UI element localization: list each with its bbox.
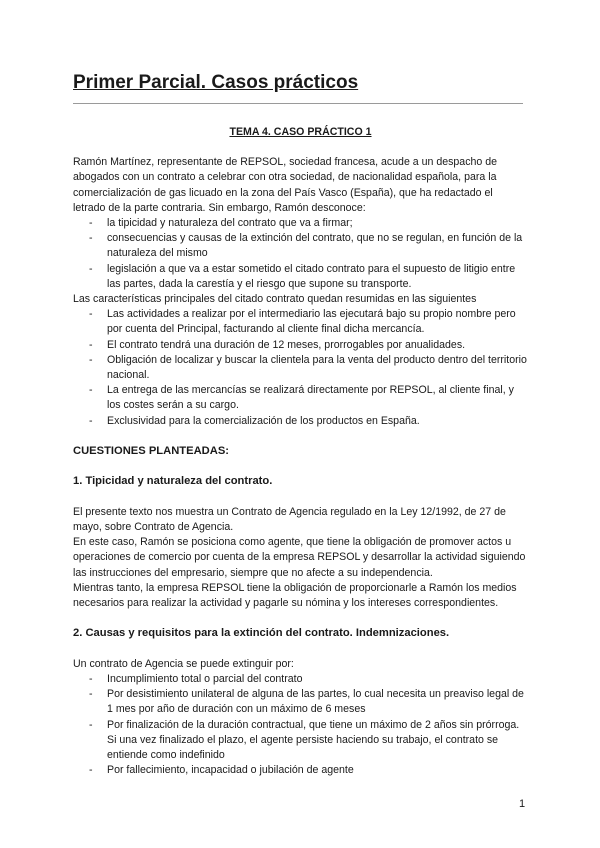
section1-paragraph: El presente texto nos muestra un Contrato de Agencia regulado en la Ley 12/1992, de 27 de mayo, sobre Contrato de Agencia. xyxy=(73,505,506,534)
list-item: - La entrega de las mercancías se realizará directamente por REPSOL, al cliente final, y los costes serán a su cargo. xyxy=(73,383,528,413)
section1-paragraph: Mientras tanto, la empresa REPSOL tiene la obligación de proporcionarle a Ramón los medios necesarios para realizar la actividad y pagarle su nómina y los intereses correspondientes. xyxy=(73,581,517,610)
questions-heading: CUESTIONES PLANTEADAS: xyxy=(73,445,230,458)
intro-paragraph: Ramón Martínez, representante de REPSOL, sociedad francesa, acude a un despacho de abogados con un contrato a celebrar con otra sociedad, de nacionalidad española, para la comercialización de gas licuado en la zona del País Vasco (España), que ha redactado el letrado de la parte contraria. Sin embargo, Ramón desconoce: xyxy=(73,156,498,214)
list-item: - Incumplimiento total o parcial del contrato xyxy=(73,672,528,687)
unknowns-list xyxy=(73,216,528,292)
case-title: TEMA 4. CASO PRÁCTICO 1 xyxy=(229,126,372,138)
section2-heading: 2. Causas y requisitos para la extinción del contrato. Indemnizaciones. xyxy=(73,627,450,640)
document-body xyxy=(73,125,528,778)
list-item: - Por finalización de la duración contractual, que tiene un máximo de 2 años sin prórroga. Si una vez finalizado el plazo, el agente persiste haciendo su trabajo, el contrato se entiende como indefinido xyxy=(73,718,528,764)
list-item: - Las actividades a realizar por el intermediario las ejecutará bajo su propio nombre pero por cuenta del Principal, facturando al cliente final dicha mercancía. xyxy=(73,307,528,337)
list-item: - la tipicidad y naturaleza del contrato que va a firmar; xyxy=(73,216,528,231)
section2-intro: Un contrato de Agencia se puede extinguir por: xyxy=(73,657,294,670)
features-intro: Las características principales del citado contrato quedan resumidas en las siguientes xyxy=(73,293,477,306)
list-item: - legislación a que va a estar sometido el citado contrato para el supuesto de litigio entre las partes, dada la carestía y el riesgo que supone su transporte. xyxy=(73,262,528,292)
causes-list xyxy=(73,672,528,778)
document-title: Primer Parcial. Casos prácticos xyxy=(73,72,359,93)
list-item: - Exclusividad para la comercialización de los productos en España. xyxy=(73,414,528,429)
list-item: - Obligación de localizar y buscar la clientela para la venta del producto dentro del territorio nacional. xyxy=(73,353,528,383)
section1-heading: 1. Tipicidad y naturaleza del contrato. xyxy=(73,475,273,488)
page-number: 1 xyxy=(519,798,526,810)
section1-paragraph: En este caso, Ramón se posiciona como agente, que tiene la obligación de promover actos u operaciones de comercio por cuenta de la empresa REPSOL y desarrollar la actividad siguiendo las instrucciones del empresario, siempre que no afecte a su independencia. xyxy=(73,536,526,579)
features-list xyxy=(73,307,528,429)
list-item: - Por fallecimiento, incapacidad o jubilación de agente xyxy=(73,763,528,778)
list-item: - Por desistimiento unilateral de alguna de las partes, lo cual necesita un preaviso legal de 1 mes por año de duración con un máximo de 6 meses xyxy=(73,687,528,717)
list-item: - consecuencias y causas de la extinción del contrato, que no se regulan, en función de la naturaleza del mismo xyxy=(73,231,528,261)
list-item: - El contrato tendrá una duración de 12 meses, prorrogables por anualidades. xyxy=(73,338,528,353)
title-divider xyxy=(73,103,523,104)
